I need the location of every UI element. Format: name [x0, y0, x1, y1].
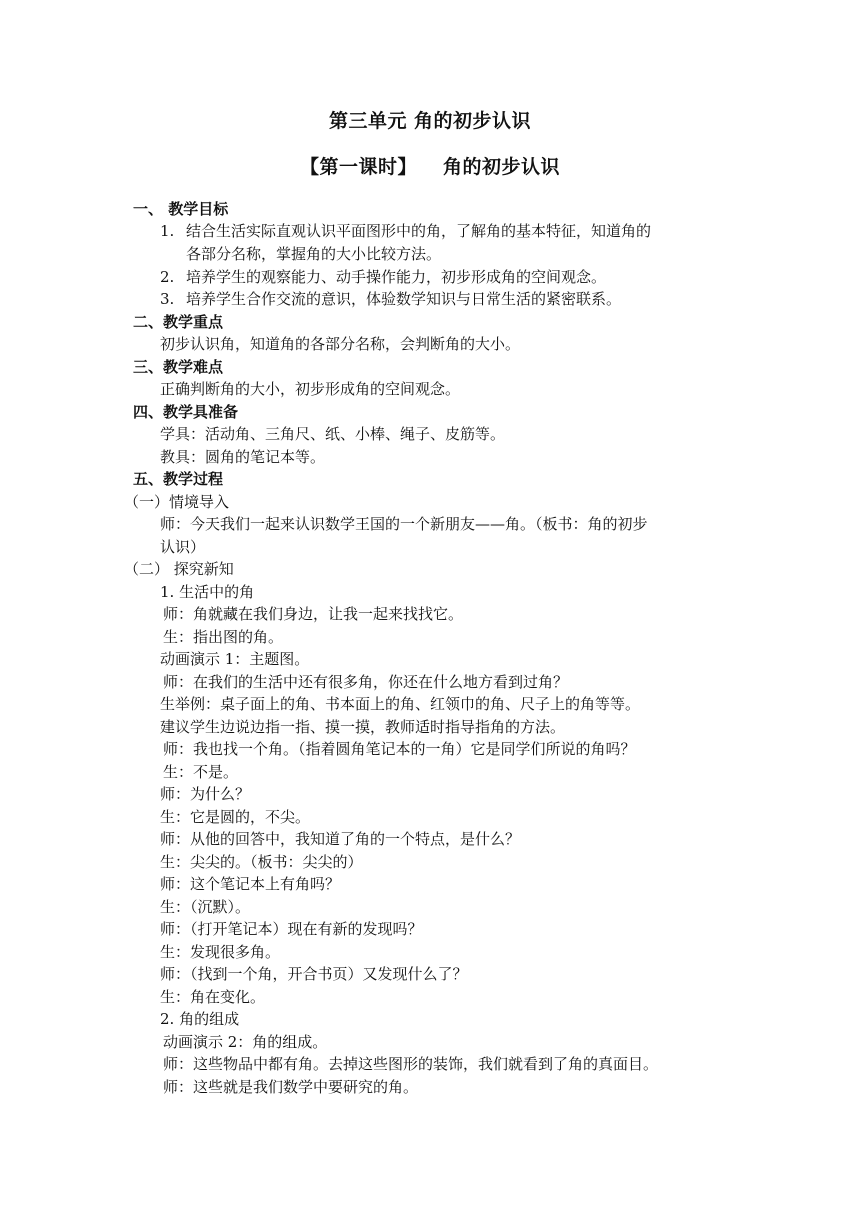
dialog-line: 生：角在变化。: [160, 988, 266, 1006]
objective-2-text: 培养学生的观察能力、动手操作能力，初步形成角的空间观念。: [186, 268, 607, 286]
dialog-line: 师：（找到一个角，开合书页）又发现什么了？: [160, 965, 468, 983]
teacher-tools: 教具：圆角的笔记本等。: [160, 448, 326, 466]
dialog-line: 生：（沉默）。: [160, 898, 251, 916]
section-heading-objectives: 一、 教学目标: [133, 200, 229, 218]
dialog-line: 师：在我们的生活中还有很多角，你还在什么地方看到过角？: [163, 673, 569, 691]
subsection-1-heading: 1. 生活中的角: [160, 583, 255, 601]
section-heading-difficulty: 三、教学难点: [133, 358, 224, 376]
objective-1-text: 结合生活实际直观认识平面图形中的角，了解角的基本特征，知道角的: [186, 222, 652, 240]
dialog-line: 生：它是圆的，不尖。: [160, 808, 311, 826]
dialog-line: 生：尖尖的。（板书：尖尖的）: [160, 853, 363, 871]
intro-line-2: 认识）: [160, 538, 206, 556]
lesson-name: 角的初步认识: [443, 156, 561, 178]
difficulty-text: 正确判断角的大小，初步形成角的空间观念。: [160, 380, 461, 398]
objective-1-num: 1.: [160, 222, 175, 240]
dialog-line: 动画演示 1：主题图。: [160, 650, 310, 668]
dialog-line: 师：这些物品中都有角。去掉这些图形的装饰，我们就看到了角的真面目。: [163, 1055, 659, 1073]
student-tools: 学具：活动角、三角尺、纸、小棒、绳子、皮筋等。: [160, 425, 506, 443]
objective-3-text: 培养学生合作交流的意识，体验数学知识与日常生活的紧密联系。: [186, 290, 622, 308]
unit-title: 第三单元 角的初步认识: [328, 110, 532, 132]
dialog-line: 师：从他的回答中，我知道了角的一个特点，是什么？: [160, 830, 521, 848]
dialog-line: 师：（打开笔记本）现在有新的发现吗？: [160, 920, 423, 938]
subsection-2-heading: 2. 角的组成: [160, 1010, 240, 1028]
dialog-line: 师：这个笔记本上有角吗？: [160, 875, 341, 893]
objective-3-num: 3.: [160, 290, 175, 308]
lesson-label: 【第一课时】: [299, 156, 417, 178]
dialog-line: 建议学生边说边指一指、摸一摸，教师适时指导指角的方法。: [160, 718, 566, 736]
objective-2-num: 2.: [160, 268, 175, 286]
lesson-title: [0, 152, 860, 179]
dialog-line: 动画演示 2：角的组成。: [163, 1033, 328, 1051]
process-part-1-heading: （一）情境导入: [124, 493, 230, 511]
dialog-line: 师：这些就是我们数学中要研究的角。: [163, 1078, 419, 1096]
dialog-line: 师：我也找一个角。（指着圆角笔记本的一角）它是同学们所说的角吗？: [163, 740, 636, 758]
intro-line-1: 师：今天我们一起来认识数学王国的一个新朋友——角。（板书：角的初步: [160, 515, 648, 533]
key-point-text: 初步认识角，知道角的各部分名称，会判断角的大小。: [160, 335, 521, 353]
dialog-line: 师：角就藏在我们身边，让我一起来找找它。: [163, 605, 464, 623]
dialog-line: 生：不是。: [163, 763, 239, 781]
process-part-2-heading: （二） 探究新知: [124, 560, 234, 578]
section-heading-key: 二、教学重点: [133, 313, 224, 331]
section-heading-process: 五、教学过程: [133, 470, 224, 488]
dialog-line: 生：发现很多角。: [160, 943, 281, 961]
dialog-line: 生举例：桌子面上的角、书本面上的角、红领巾的角、尺子上的角等等。: [160, 695, 641, 713]
objective-1-text-cont: 各部分名称，掌握角的大小比较方法。: [186, 245, 442, 263]
dialog-line: 师：为什么？: [160, 785, 251, 803]
dialog-line: 生：指出图的角。: [163, 628, 284, 646]
section-heading-tools: 四、教学具准备: [133, 403, 239, 421]
